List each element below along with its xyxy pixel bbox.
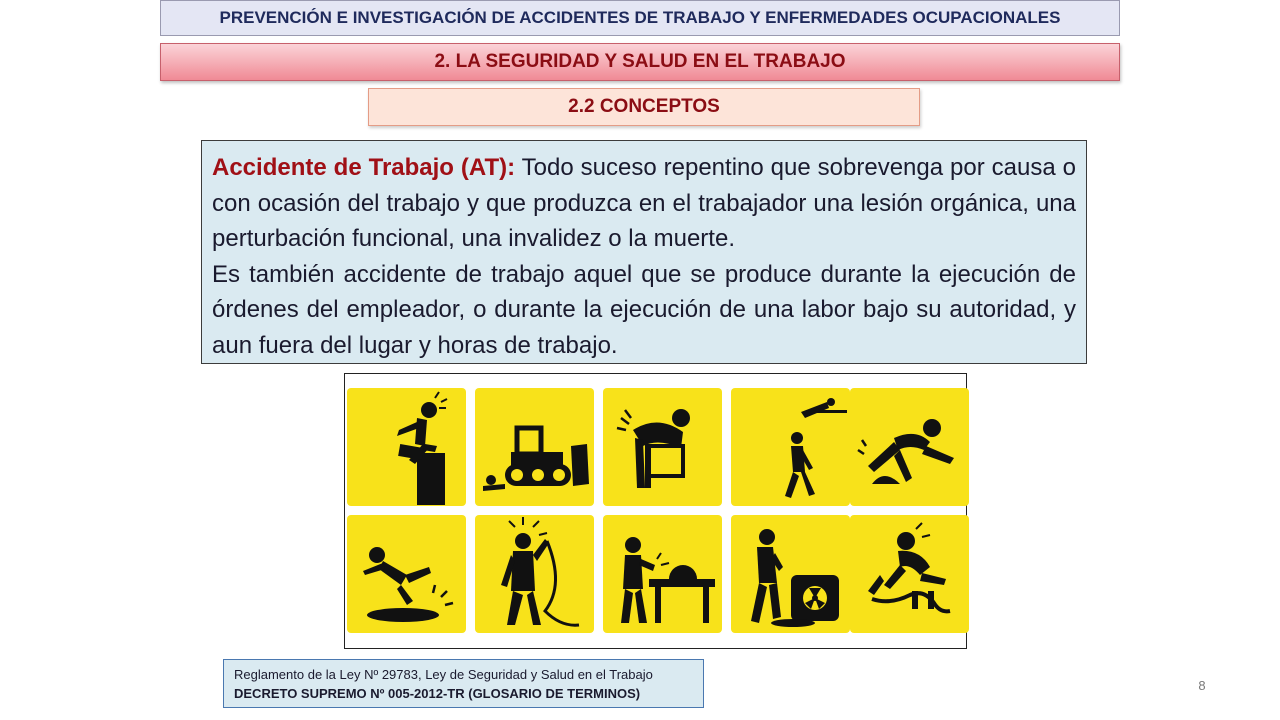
electric-shock-icon	[475, 515, 594, 633]
section-title-banner	[160, 43, 1120, 81]
page-number: 8	[1198, 678, 1206, 693]
bulldozer-run-over-icon	[475, 388, 594, 506]
trip-and-fall-icon	[850, 388, 969, 506]
reference-line-2: DECRETO SUPREMO Nº 005-2012-TR (GLOSARIO DE TERMINOS)	[234, 686, 641, 701]
subsection-title-banner	[368, 88, 920, 126]
definition-paragraph-1	[212, 150, 1076, 257]
definition-box	[201, 140, 1087, 364]
accident-pictogram-panel	[344, 373, 967, 649]
subsection-title: 2.2 CONCEPTOS	[568, 96, 720, 117]
section-title: 2. LA SEGURIDAD Y SALUD EN EL TRABAJO	[434, 51, 846, 72]
course-title-banner	[160, 0, 1120, 36]
tripping-on-hose-icon	[850, 515, 969, 633]
falling-object-icon	[731, 388, 850, 506]
definition-paragraph-2: Es también accidente de trabajo aquel que se produce durante la ejecución de órdenes del empleador, o durante la ejecución de una labor bajo su autoridad, y aun fuera del lugar y horas de trabajo.	[212, 260, 1076, 359]
circular-saw-injury-icon	[603, 515, 722, 633]
hazardous-barrel-icon	[731, 515, 850, 633]
lifting-box-back-injury-icon	[603, 388, 722, 506]
tripping-over-box-icon	[347, 388, 466, 506]
definition-term: Accidente de Trabajo (AT):	[212, 154, 516, 181]
slip-on-wet-floor-icon	[347, 515, 466, 633]
reference-line-1: Reglamento de la Ley Nº 29783, Ley de Seguridad y Salud en el Trabajo	[234, 667, 653, 682]
course-title: PREVENCIÓN E INVESTIGACIÓN DE ACCIDENTES DE TRABAJO Y ENFERMEDADES OCUPACIONALES	[219, 8, 1061, 27]
legal-reference-box	[223, 659, 704, 708]
definition-text-1: Todo suceso repentino que sobrevenga por causa o con ocasión del trabajo y que produzca en el trabajador una lesión orgánica, una perturbación funcional, una invalidez o la muerte.	[212, 154, 1077, 252]
